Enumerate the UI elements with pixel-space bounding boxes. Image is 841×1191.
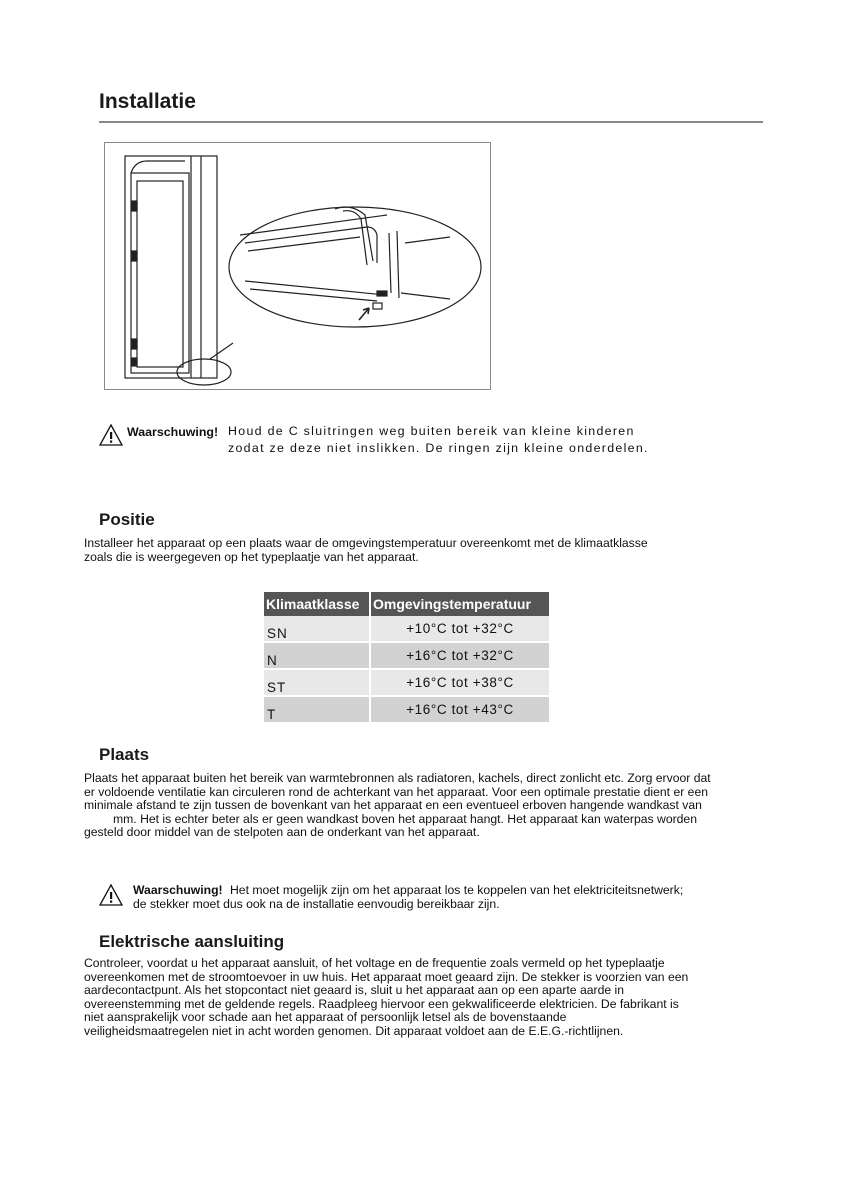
section-heading-elektrische-aansluiting: Elektrische aansluiting — [99, 932, 285, 951]
paragraph-line: mm. Het is echter beter als er geen wandkast boven het apparaat hangt. Het apparaat kan waterpas worden — [113, 811, 697, 826]
warning-label: Waarschuwing! — [133, 883, 223, 897]
paragraph-line: Controleer, voordat u het apparaat aansluit, of het voltage en de frequentie zoals vermeld op het typeplaatje — [84, 956, 665, 970]
plaats-paragraph — [84, 772, 784, 840]
table-cell-class: N — [264, 642, 370, 669]
table-row — [264, 696, 549, 723]
section-heading-positie: Positie — [99, 510, 155, 529]
section-heading-plaats: Plaats — [99, 745, 150, 764]
paragraph-line: gesteld door middel van de stelpoten aan de onderkant van het apparaat. — [84, 825, 480, 840]
warning-text-line: zodat ze deze niet inslikken. De ringen zijn kleine onderdelen. — [228, 441, 649, 455]
page-title: Installatie — [99, 90, 196, 113]
table-cell-class: SN — [264, 616, 370, 642]
title-divider — [99, 121, 763, 123]
paragraph-line: overeenstemming met de geldende regels. Raadpleeg hiervoor een gekwalificeerde elektricien. De fabrikant is — [84, 996, 679, 1011]
installation-figure — [104, 142, 491, 390]
table-cell-temperature: +10°C tot +32°C — [370, 616, 549, 642]
warning-text-line: de stekker moet dus ook na de installatie eenvoudig bereikbaar zijn. — [133, 896, 500, 911]
appliance-door-diagram — [105, 143, 490, 389]
paragraph-line: er voldoende ventilatie kan circuleren rond de achterkant van het apparaat. Voor een optimale prestatie dient er een — [84, 784, 708, 799]
table-header-omgevingstemperatuur: Omgevingstemperatuur — [370, 592, 549, 616]
elektrisch-paragraph — [84, 957, 784, 1039]
paragraph-line: Plaats het apparaat buiten het bereik van warmtebronnen als radiatoren, kachels, direct zonlicht etc. Zorg ervoor dat — [84, 771, 711, 785]
table-cell-temperature: +16°C tot +43°C — [370, 696, 549, 723]
warning-label: Waarschuwing! — [127, 425, 219, 439]
table-cell-class: T — [264, 696, 370, 723]
paragraph-line: niet aansprakelijk voor schade aan het apparaat of persoonlijk letsel als de bovenstaande — [84, 1010, 567, 1025]
positie-paragraph — [84, 537, 774, 564]
paragraph-line: zoals die is weergegeven op het typeplaatje van het apparaat. — [84, 549, 419, 564]
warning-triangle-icon — [98, 883, 124, 907]
climate-class-table — [264, 592, 549, 724]
warning-text-line: Houd de C sluitringen weg buiten bereik van kleine kinderen — [228, 424, 635, 438]
warning-text-line: Het moet mogelijk zijn om het apparaat los te koppelen van het elektriciteitsnetwerk; — [230, 883, 684, 897]
paragraph-line: aardecontactpunt. Als het stopcontact niet geaard is, sluit u het apparaat aan op een aparte aarde in — [84, 983, 625, 998]
table-row — [264, 616, 549, 642]
table-cell-class: ST — [264, 669, 370, 696]
paragraph-line: minimale afstand te zijn tussen de bovenkant van het apparaat en een eventueel erboven hangende wandkast van — [84, 798, 702, 813]
paragraph-line: overeenkomen met de stroomtoevoer in uw huis. Het apparaat moet geaard zijn. De stekker is voorzien van een — [84, 969, 689, 984]
paragraph-line: Installeer het apparaat op een plaats waar de omgevingstemperatuur overeenkomt met de klimaatklasse — [84, 536, 648, 550]
table-row — [264, 669, 549, 696]
table-cell-temperature: +16°C tot +38°C — [370, 669, 549, 696]
warning-triangle-icon — [98, 423, 124, 447]
warning-2-text — [133, 884, 773, 911]
table-row — [264, 642, 549, 669]
table-header-klimaatklasse: Klimaatklasse — [264, 592, 370, 616]
paragraph-line: veiligheidsmaatregelen niet in acht worden genomen. Dit apparaat voldoet aan de E.E.G.-richtlijnen. — [84, 1023, 624, 1038]
table-cell-temperature: +16°C tot +32°C — [370, 642, 549, 669]
